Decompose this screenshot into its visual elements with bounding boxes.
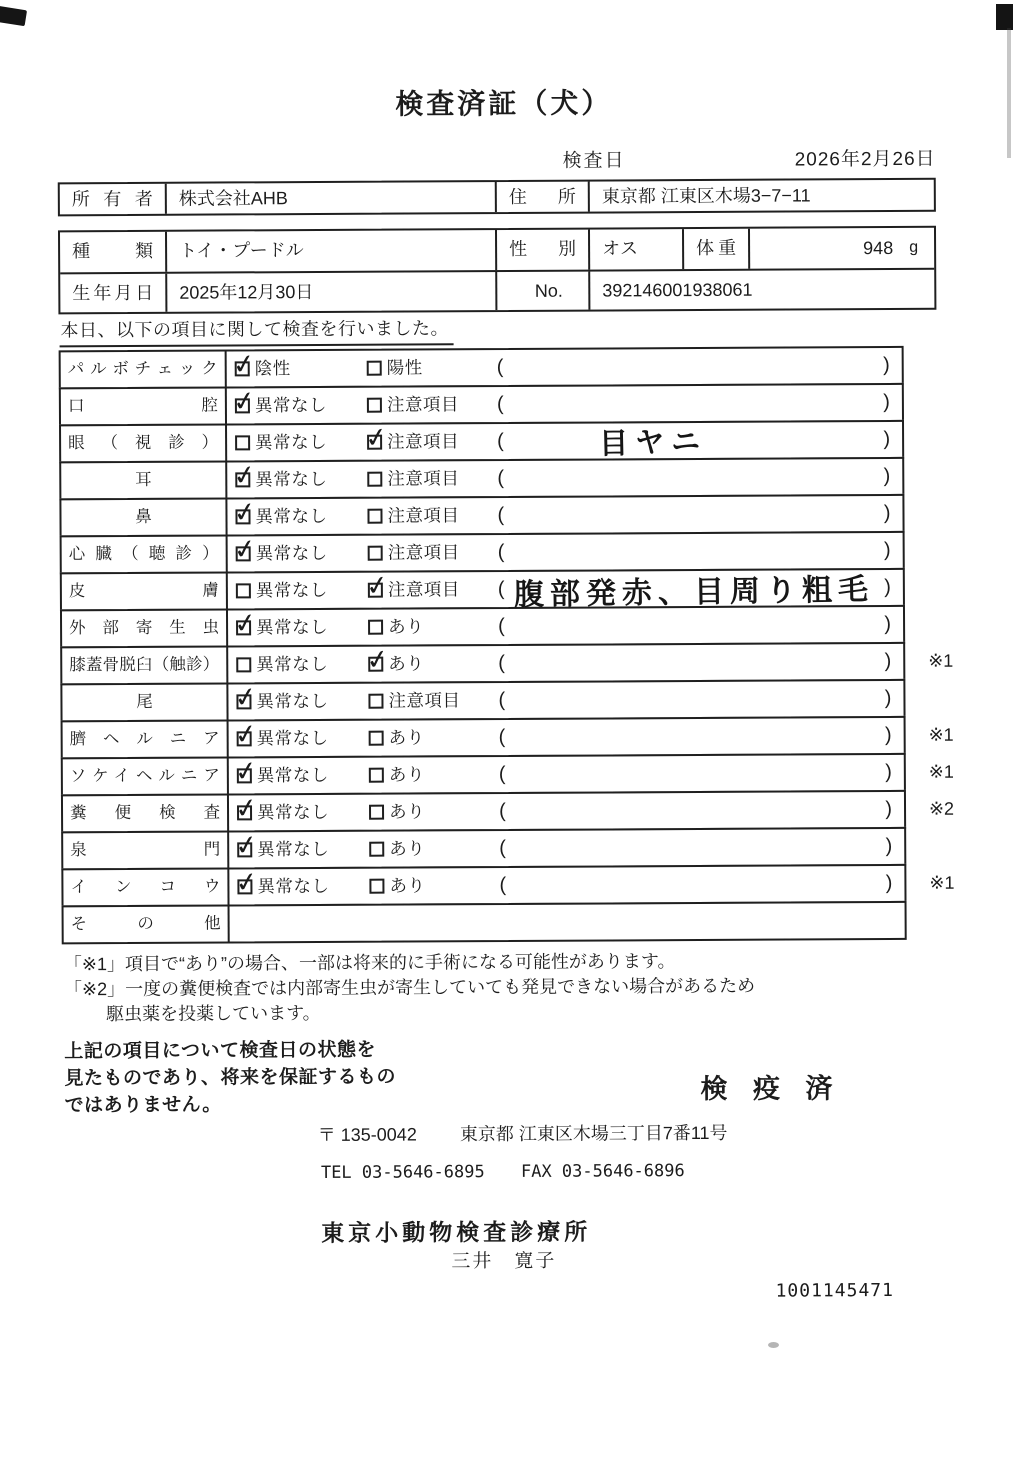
exam-item-label: 外部寄生虫 bbox=[62, 610, 228, 646]
paren-close: ) bbox=[883, 538, 891, 562]
certificate-title: 検査済証（犬） bbox=[395, 87, 613, 120]
checkbox-normal bbox=[236, 657, 251, 672]
checkbox-normal bbox=[237, 731, 252, 746]
address-label: 住所 bbox=[495, 182, 588, 212]
paren-open: ( bbox=[497, 578, 505, 601]
checkbox-normal bbox=[235, 472, 250, 487]
option2-label: あり bbox=[389, 875, 426, 896]
option1-label: 異常なし bbox=[255, 579, 328, 601]
option2-label: 注意項目 bbox=[387, 468, 460, 489]
owner-table bbox=[58, 178, 936, 217]
option1-label: 異常なし bbox=[256, 727, 329, 749]
footnote-mark: ※1 bbox=[928, 724, 954, 745]
paren-close: ) bbox=[885, 797, 893, 821]
paren-close: ) bbox=[884, 575, 891, 599]
option1-label: 異常なし bbox=[256, 801, 330, 823]
checkbox-normal bbox=[235, 509, 250, 524]
inspection-date-value: 2026年2月26日 bbox=[794, 148, 936, 171]
checkbox-present bbox=[369, 731, 384, 746]
option1-label: 異常なし bbox=[255, 431, 328, 453]
checkbox-normal bbox=[237, 805, 252, 820]
checkbox-present bbox=[369, 842, 384, 857]
breed-row bbox=[60, 228, 934, 273]
paren-close: ) bbox=[883, 501, 891, 525]
checkbox-present bbox=[368, 620, 383, 635]
checkbox-caution bbox=[367, 472, 382, 487]
exam-item-label: 眼（視診） bbox=[61, 425, 227, 461]
checkbox-normal bbox=[235, 435, 250, 450]
birthdate-label: 生年月日 bbox=[72, 282, 154, 304]
paren-close: ) bbox=[885, 834, 893, 858]
inspection-date-label: 検査日 bbox=[562, 150, 626, 172]
address-value: 東京都 江東区木場3−7−11 bbox=[588, 180, 934, 212]
checkbox-normal bbox=[236, 583, 251, 598]
option1-label: 異常なし bbox=[256, 616, 329, 638]
scan-artifact bbox=[768, 1342, 779, 1348]
owner-label: 所有者 bbox=[71, 188, 153, 210]
weight-value: 948 bbox=[863, 237, 894, 259]
option1-label: 異常なし bbox=[255, 505, 328, 527]
handwritten-note: 腹部発赤、目周り粗毛 bbox=[513, 573, 875, 612]
clinic-name: 東京小動物検査診療所 bbox=[321, 1218, 592, 1246]
footnote-1: 「※1」項目で“あり”の場合、一部は将来的に手術になる可能性があります。 bbox=[63, 951, 676, 975]
disclaimer-line-2: 見たものであり、将来を保証するもの bbox=[64, 1066, 397, 1090]
option2-label: 注意項目 bbox=[387, 542, 460, 563]
option2-label: あり bbox=[388, 616, 425, 637]
option1-label: 異常なし bbox=[255, 542, 328, 564]
paren-open: ( bbox=[497, 541, 505, 564]
checkbox-present bbox=[369, 879, 384, 894]
option2-label: 注意項目 bbox=[387, 431, 460, 452]
scan-artifact bbox=[996, 4, 1013, 30]
sex-value: オス bbox=[588, 229, 682, 269]
exam-item-label: 耳 bbox=[61, 462, 227, 498]
paren-close: ) bbox=[884, 723, 892, 747]
exam-item-label: 口腔 bbox=[61, 388, 227, 424]
paren-open: ( bbox=[498, 763, 506, 786]
paren-open: ( bbox=[497, 430, 504, 453]
option1-label: 異常なし bbox=[256, 764, 329, 786]
exam-item-label: パルボチェック bbox=[61, 351, 227, 387]
checkbox-caution bbox=[367, 398, 382, 413]
weight-cell bbox=[748, 228, 934, 269]
option2-label: 注意項目 bbox=[387, 505, 460, 526]
owner-value: 株式会社AHB bbox=[165, 182, 495, 214]
option1-label: 異常なし bbox=[256, 653, 329, 675]
paren-open: ( bbox=[497, 504, 505, 527]
footnote-2-continued: 駆虫薬を投薬しています。 bbox=[106, 1002, 321, 1025]
option1-label: 異常なし bbox=[257, 875, 330, 897]
clinic-address: 東京都 江東区木場三丁目7番11号 bbox=[459, 1122, 728, 1145]
exam-row-content-empty bbox=[230, 903, 905, 942]
checkbox-caution bbox=[367, 435, 382, 450]
option2-label: あり bbox=[388, 727, 425, 748]
paren-close: ) bbox=[885, 760, 892, 784]
exam-row-content bbox=[227, 348, 902, 387]
checkbox-normal bbox=[237, 879, 252, 894]
serial-number: 1001145471 bbox=[775, 1279, 894, 1302]
quarantine-complete-stamp: 検 疫 済 bbox=[700, 1073, 842, 1104]
footnotes-block bbox=[64, 949, 755, 1028]
animal-info-table bbox=[58, 226, 936, 315]
exam-item-label: 鼻 bbox=[61, 499, 227, 535]
no-label: No. bbox=[495, 272, 588, 310]
paren-close: ) bbox=[883, 427, 891, 451]
footnote-mark: ※2 bbox=[928, 798, 955, 819]
checkbox-present bbox=[369, 805, 384, 820]
checkbox-normal bbox=[237, 768, 252, 783]
tel-number: TEL 03-5646-6895 bbox=[320, 1162, 485, 1183]
checkbox-caution bbox=[368, 546, 383, 561]
checkbox-normal bbox=[236, 546, 251, 561]
paren-close: ) bbox=[883, 390, 890, 414]
no-value: 392146001938061 bbox=[588, 270, 934, 310]
option1-label: 異常なし bbox=[256, 690, 329, 712]
breed-value: トイ・プードル bbox=[165, 230, 495, 272]
checkbox-caution bbox=[368, 694, 383, 709]
clinic-phone-line bbox=[321, 1161, 685, 1183]
exam-table bbox=[59, 346, 955, 944]
paren-open: ( bbox=[498, 689, 506, 712]
option2-label: あり bbox=[388, 801, 426, 822]
footnote-mark: ※1 bbox=[928, 761, 954, 782]
scan-artifact bbox=[1007, 28, 1011, 158]
option1-label: 異常なし bbox=[254, 394, 327, 416]
intro-sentence: 本日、以下の項目に関して検査を行いました。 bbox=[59, 314, 453, 347]
paren-close: ) bbox=[885, 871, 893, 895]
veterinarian-name: 三井 寛子 bbox=[451, 1250, 557, 1273]
option2-label: あり bbox=[388, 653, 425, 674]
exam-item-label: 糞便検査 bbox=[63, 795, 229, 831]
birthdate-value: 2025年12月30日 bbox=[165, 272, 495, 312]
paren-open: ( bbox=[498, 800, 506, 823]
paren-close: ) bbox=[884, 612, 892, 636]
disclaimer-line-3: ではありません。 bbox=[64, 1094, 222, 1117]
option1-label: 陰性 bbox=[254, 358, 291, 379]
option2-label: あり bbox=[388, 764, 425, 785]
exam-item-label: 尾 bbox=[62, 684, 228, 720]
exam-item-label: 皮膚 bbox=[62, 573, 228, 609]
paren-open: ( bbox=[498, 726, 506, 749]
option2-label: 注意項目 bbox=[386, 394, 459, 415]
checkbox-positive bbox=[367, 361, 382, 376]
option1-label: 異常なし bbox=[255, 468, 328, 490]
paren-close: ) bbox=[884, 649, 892, 673]
paren-open: ( bbox=[499, 874, 507, 897]
paren-close: ) bbox=[884, 686, 892, 710]
exam-item-label: インコウ bbox=[63, 869, 229, 905]
paren-open: ( bbox=[498, 652, 505, 675]
exam-row-other bbox=[62, 901, 907, 944]
exam-row-skin bbox=[60, 568, 905, 611]
paren-close: ) bbox=[883, 464, 891, 488]
footnote-mark: ※1 bbox=[929, 872, 955, 893]
exam-item-label: 膝蓋骨脱臼（触診） bbox=[62, 647, 228, 683]
option2-label: 注意項目 bbox=[387, 579, 460, 600]
exam-item-label: 心臓（聴診） bbox=[62, 536, 228, 572]
weight-unit: g bbox=[909, 238, 919, 256]
disclaimer-line-1: 上記の項目について検査日の状態を bbox=[64, 1039, 376, 1063]
checkbox-caution bbox=[368, 583, 383, 598]
option2-label: 陽性 bbox=[386, 357, 423, 378]
handwritten-note: 目ヤニ bbox=[598, 426, 708, 461]
paren-close: ) bbox=[882, 353, 890, 377]
checkbox-normal bbox=[236, 620, 251, 635]
option2-label: あり bbox=[389, 838, 426, 859]
checkbox-normal bbox=[237, 842, 252, 857]
sex-label: 性別 bbox=[495, 230, 588, 270]
paren-open: ( bbox=[499, 837, 506, 860]
clinic-postal-line bbox=[318, 1119, 728, 1147]
exam-item-label: 泉門 bbox=[63, 832, 229, 868]
exam-item-label: 臍ヘルニア bbox=[63, 721, 229, 757]
fax-number: FAX 03-5646-6896 bbox=[520, 1161, 685, 1182]
paren-open: ( bbox=[498, 615, 505, 638]
exam-item-label: ソケイヘルニア bbox=[63, 758, 229, 794]
paren-open: ( bbox=[496, 393, 504, 416]
checkbox-normal bbox=[235, 398, 250, 413]
checkbox-caution bbox=[367, 509, 382, 524]
option2-label: 注意項目 bbox=[388, 690, 461, 711]
option1-label: 異常なし bbox=[257, 838, 330, 860]
checkbox-negative bbox=[235, 361, 250, 376]
disclaimer-block bbox=[64, 1037, 396, 1120]
birth-row bbox=[60, 268, 934, 313]
postal-code: 〒 135-0042 bbox=[317, 1124, 417, 1145]
checkbox-present bbox=[368, 657, 383, 672]
breed-label: 種類 bbox=[72, 240, 154, 262]
exam-item-label: その他 bbox=[64, 906, 230, 942]
paren-open: ( bbox=[496, 356, 504, 379]
footnote-mark: ※1 bbox=[928, 650, 954, 671]
footnote-2: 「※2」一度の糞便検査では内部寄生虫が寄生していても発見できない場合があるため bbox=[63, 975, 756, 1000]
checkbox-normal bbox=[236, 694, 251, 709]
checkbox-present bbox=[369, 768, 384, 783]
paren-open: ( bbox=[497, 467, 505, 490]
weight-label: 体重 bbox=[682, 229, 748, 269]
